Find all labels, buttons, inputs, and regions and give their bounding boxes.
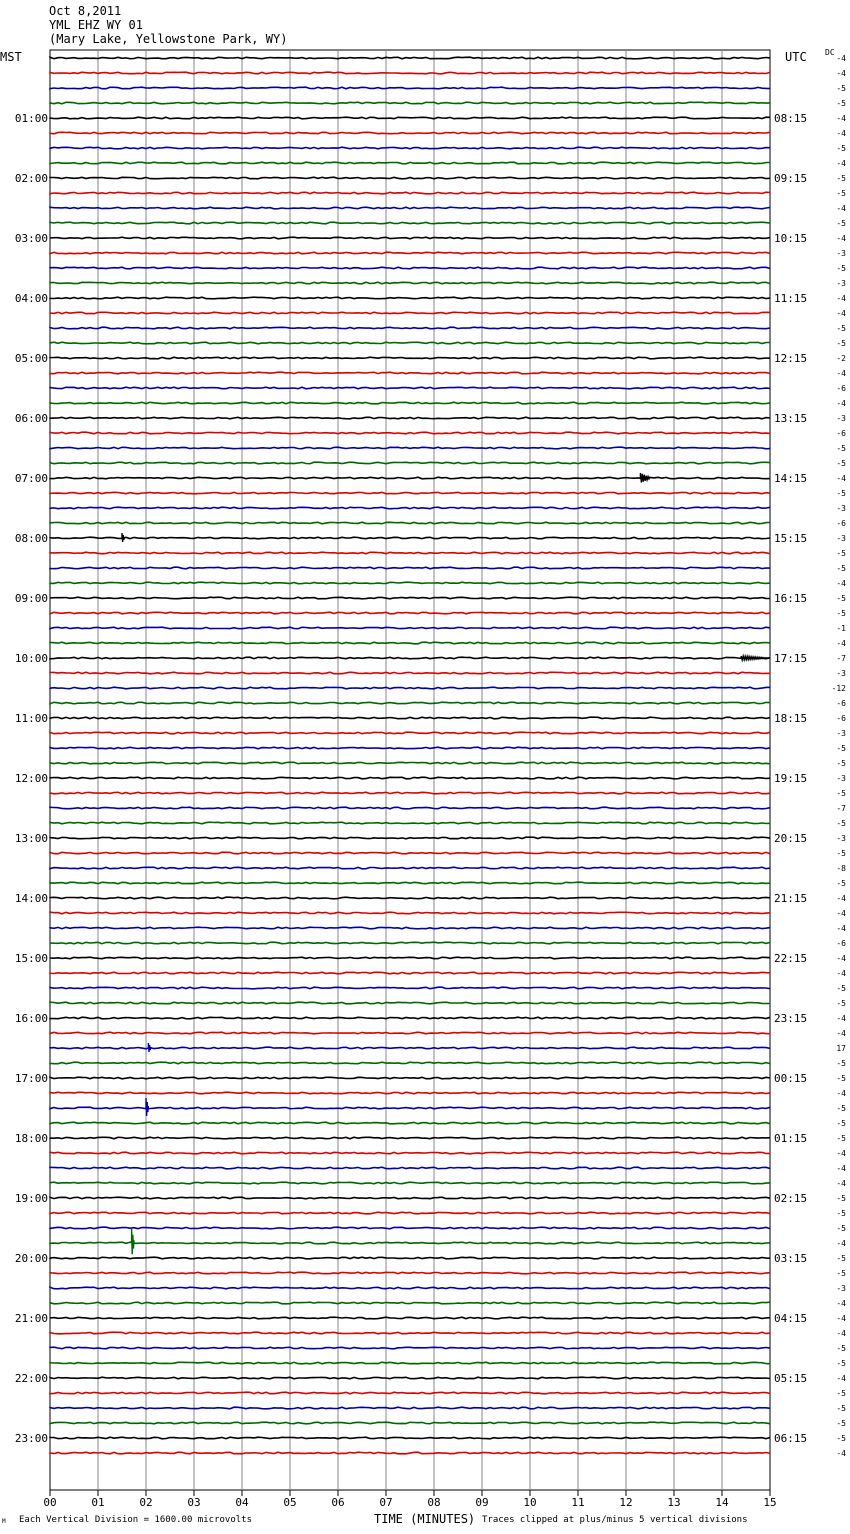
trace-row [50, 942, 770, 944]
trace-row [50, 477, 770, 479]
x-tick-label: 07 [379, 1496, 393, 1509]
dc-offset-label: -5 [836, 1224, 846, 1233]
utc-hour-label: 19:15 [774, 772, 808, 785]
dc-offset-label: -5 [836, 1404, 846, 1413]
dc-offset-label: -3 [836, 669, 846, 678]
trace-row [50, 1302, 770, 1304]
plot-date: Oct 8,2011 [49, 4, 122, 18]
trace-row [50, 912, 770, 914]
dc-offset-label: -3 [836, 774, 846, 783]
utc-hour-label: 20:15 [774, 832, 808, 845]
dc-offset-label: -7 [836, 804, 846, 813]
trace-row [50, 267, 770, 269]
x-tick-label: 08 [427, 1496, 441, 1509]
dc-offset-label: -4 [836, 474, 846, 483]
trace-row [50, 447, 770, 449]
seismic-event [122, 533, 124, 542]
dc-offset-label: -8 [836, 864, 846, 873]
dc-offset-label: -4 [836, 234, 846, 243]
dc-offset-label: -3 [836, 834, 846, 843]
dc-offset-label: -5 [836, 444, 846, 453]
trace-row [50, 1167, 770, 1169]
dc-offset-label: -4 [836, 1449, 846, 1458]
utc-hour-label: 10:15 [774, 232, 808, 245]
dc-offset-label: -5 [836, 1209, 846, 1218]
dc-offset-label: -7 [836, 654, 846, 663]
trace-row [50, 1152, 770, 1154]
x-axis-title: TIME (MINUTES) [374, 1512, 476, 1526]
trace-row [50, 1047, 770, 1049]
dc-offset-label: -5 [836, 84, 846, 93]
station-location: (Mary Lake, Yellowstone Park, WY) [49, 32, 288, 46]
mst-hour-label: 23:00 [14, 1432, 48, 1445]
utc-hour-label: 18:15 [774, 712, 808, 725]
trace-row [50, 792, 770, 794]
utc-hour-label: 23:15 [774, 1012, 808, 1025]
trace-row [50, 87, 770, 89]
trace-row [50, 957, 770, 959]
mst-hour-label: 07:00 [14, 472, 48, 485]
trace-row [50, 417, 770, 419]
dc-offset-label: -3 [836, 504, 846, 513]
dc-offset-label: -5 [836, 819, 846, 828]
dc-offset-label: -4 [836, 954, 846, 963]
trace-row [50, 1437, 770, 1439]
dc-offset-label: -5 [836, 879, 846, 888]
trace-row [50, 1062, 770, 1064]
dc-offset-label: -4 [836, 1329, 846, 1338]
trace-row [50, 282, 770, 284]
utc-hour-label: 15:15 [774, 532, 808, 545]
trace-row [50, 807, 770, 809]
dc-offset-label: -3 [836, 534, 846, 543]
trace-row [50, 627, 770, 629]
trace-row [50, 567, 770, 569]
dc-offset-label: -4 [836, 969, 846, 978]
dc-offset-label: -4 [836, 159, 846, 168]
trace-row [50, 57, 770, 59]
trace-row [50, 1362, 770, 1364]
trace-row [50, 1242, 770, 1244]
x-tick-label: 04 [235, 1496, 249, 1509]
dc-offset-label: -5 [836, 744, 846, 753]
dc-offset-label: -4 [836, 1299, 846, 1308]
mst-hour-label: 22:00 [14, 1372, 48, 1385]
utc-hour-label: 16:15 [774, 592, 808, 605]
trace-row [50, 147, 770, 149]
mst-hour-label: 11:00 [14, 712, 48, 725]
mst-hour-label: 01:00 [14, 112, 48, 125]
mst-hour-label: 03:00 [14, 232, 48, 245]
trace-row [50, 537, 770, 539]
dc-offset-label: -5 [836, 1419, 846, 1428]
dc-offset-label: -5 [836, 144, 846, 153]
trace-row [50, 102, 770, 104]
trace-row [50, 552, 770, 554]
trace-row [50, 1347, 770, 1349]
dc-offset-label: -5 [836, 594, 846, 603]
dc-offset-label: -3 [836, 729, 846, 738]
dc-offset-label: -6 [836, 384, 846, 393]
utc-hour-label: 01:15 [774, 1132, 808, 1145]
dc-offset-label: -5 [836, 1389, 846, 1398]
utc-hour-label: 09:15 [774, 172, 808, 185]
dc-offset-label: -3 [836, 1284, 846, 1293]
trace-row [50, 1332, 770, 1334]
utc-hour-label: 03:15 [774, 1252, 808, 1265]
dc-offset-label: -5 [836, 189, 846, 198]
station-code: YML EHZ WY 01 [49, 18, 143, 32]
trace-row [50, 822, 770, 824]
utc-hour-label: 13:15 [774, 412, 808, 425]
utc-hour-label: 06:15 [774, 1432, 808, 1445]
trace-row [50, 192, 770, 194]
dc-offset-label: -4 [836, 1014, 846, 1023]
trace-row [50, 972, 770, 974]
right-timezone: UTC [785, 50, 807, 64]
dc-offset-label: -12 [831, 684, 846, 693]
mst-hour-label: 04:00 [14, 292, 48, 305]
mst-hour-label: 02:00 [14, 172, 48, 185]
x-tick-label: 01 [91, 1496, 105, 1509]
dc-offset-label: -4 [836, 1149, 846, 1158]
utc-hour-label: 00:15 [774, 1072, 808, 1085]
trace-row [50, 387, 770, 389]
dc-offset-label: -5 [836, 264, 846, 273]
seismic-event [146, 1098, 148, 1116]
trace-row [50, 117, 770, 119]
dc-offset-label: -5 [836, 489, 846, 498]
trace-row [50, 507, 770, 509]
trace-row [50, 342, 770, 344]
utc-hour-label: 17:15 [774, 652, 808, 665]
dc-offset-label: -4 [836, 399, 846, 408]
dc-offset-label: -5 [836, 99, 846, 108]
dc-offset-label: -5 [836, 549, 846, 558]
trace-row [50, 867, 770, 869]
x-tick-label: 03 [187, 1496, 201, 1509]
dc-offset-label: -4 [836, 894, 846, 903]
trace-row [50, 1122, 770, 1124]
trace-row [50, 1002, 770, 1004]
dc-offset-label: -5 [836, 324, 846, 333]
dc-offset-label: -5 [836, 1074, 846, 1083]
mst-hour-label: 17:00 [14, 1072, 48, 1085]
mst-hour-label: 18:00 [14, 1132, 48, 1145]
dc-offset-label: -6 [836, 699, 846, 708]
dc-offset-label: -5 [836, 339, 846, 348]
dc-offset-label: -4 [836, 69, 846, 78]
trace-row [50, 312, 770, 314]
dc-offset-label: -4 [836, 114, 846, 123]
dc-offset-label: -4 [836, 909, 846, 918]
dc-offset-label: -4 [836, 1239, 846, 1248]
trace-row [50, 1287, 770, 1289]
dc-offset-label: -5 [836, 1344, 846, 1353]
trace-row [50, 1032, 770, 1034]
trace-row [50, 837, 770, 839]
scale-note: Each Vertical Division = 1600.00 microvolts [19, 1515, 252, 1525]
dc-offset-label: -4 [836, 369, 846, 378]
dc-offset-label: -5 [836, 219, 846, 228]
dc-offset-label: -5 [836, 1194, 846, 1203]
x-tick-label: 11 [571, 1496, 585, 1509]
dc-offset-label: -5 [836, 1119, 846, 1128]
utc-hour-label: 21:15 [774, 892, 808, 905]
dc-offset-label: -5 [836, 1134, 846, 1143]
dc-offset-label: -5 [836, 609, 846, 618]
trace-row [50, 327, 770, 329]
trace-row [50, 747, 770, 749]
trace-row [50, 882, 770, 884]
dc-offset-label: -4 [836, 1374, 846, 1383]
dc-offset-label: -5 [836, 1269, 846, 1278]
mst-hour-label: 19:00 [14, 1192, 48, 1205]
trace-row [50, 1452, 770, 1454]
utc-hour-label: 02:15 [774, 1192, 808, 1205]
trace-row [50, 72, 770, 74]
dc-offset-label: -4 [836, 294, 846, 303]
trace-row [50, 522, 770, 524]
trace-row [50, 1077, 770, 1079]
trace-row [50, 132, 770, 134]
trace-row [50, 1182, 770, 1184]
dc-offset-label: -5 [836, 999, 846, 1008]
left-timezone: MST [0, 50, 22, 64]
trace-row [50, 462, 770, 464]
trace-row [50, 1392, 770, 1394]
trace-row [50, 402, 770, 404]
trace-row [50, 222, 770, 224]
trace-row [50, 732, 770, 734]
trace-row [50, 357, 770, 359]
dc-offset-label: -4 [836, 1089, 846, 1098]
mst-hour-label: 12:00 [14, 772, 48, 785]
mst-hour-label: 16:00 [14, 1012, 48, 1025]
mst-hour-label: 09:00 [14, 592, 48, 605]
x-tick-label: 12 [619, 1496, 633, 1509]
trace-row [50, 1272, 770, 1274]
dc-offset-label: -5 [836, 1059, 846, 1068]
dc-offset-label: -5 [836, 1434, 846, 1443]
dc-offset-label: -2 [836, 354, 846, 363]
trace-row [50, 237, 770, 239]
dc-offset-label: -4 [836, 54, 846, 63]
dc-offset-label: -4 [836, 579, 846, 588]
trace-row [50, 777, 770, 779]
trace-row [50, 672, 770, 674]
mst-hour-label: 15:00 [14, 952, 48, 965]
trace-row [50, 582, 770, 584]
trace-row [50, 207, 770, 209]
trace-row [50, 657, 770, 659]
trace-row [50, 1017, 770, 1019]
trace-row [50, 597, 770, 599]
trace-row [50, 297, 770, 299]
mst-hour-label: 21:00 [14, 1312, 48, 1325]
trace-row [50, 1377, 770, 1379]
x-tick-label: 14 [715, 1496, 729, 1509]
trace-row [50, 897, 770, 899]
trace-row [50, 852, 770, 854]
utc-hour-label: 22:15 [774, 952, 808, 965]
dc-offset-label: -4 [836, 1179, 846, 1188]
dc-offset-label: -4 [836, 204, 846, 213]
trace-row [50, 642, 770, 644]
trace-row [50, 762, 770, 764]
dc-offset-label: -4 [836, 309, 846, 318]
seismic-event [640, 473, 650, 483]
trace-row [50, 432, 770, 434]
trace-row [50, 177, 770, 179]
trace-row [50, 1107, 770, 1109]
dc-offset-label: -6 [836, 714, 846, 723]
trace-row [50, 162, 770, 164]
dc-offset-label: -3 [836, 414, 846, 423]
dc-offset-label: -5 [836, 459, 846, 468]
dc-offset-label: -5 [836, 759, 846, 768]
trace-row [50, 1257, 770, 1259]
trace-row [50, 1212, 770, 1214]
mst-hour-label: 06:00 [14, 412, 48, 425]
dc-offset-label: -4 [836, 1314, 846, 1323]
clip-note: Traces clipped at plus/minus 5 vertical divisions [482, 1515, 748, 1525]
x-tick-label: 00 [43, 1496, 57, 1509]
trace-row [50, 987, 770, 989]
trace-row [50, 1092, 770, 1094]
dc-offset-label: -4 [836, 129, 846, 138]
trace-row [50, 1227, 770, 1229]
seismic-event [148, 1043, 150, 1052]
trace-row [50, 687, 770, 689]
dc-offset-label: -6 [836, 429, 846, 438]
trace-row [50, 612, 770, 614]
dc-offset-label: -4 [836, 1029, 846, 1038]
mst-hour-label: 10:00 [14, 652, 48, 665]
trace-row [50, 1407, 770, 1409]
mst-hour-label: 20:00 [14, 1252, 48, 1265]
corner-mark: M [2, 1518, 6, 1525]
trace-row [50, 1137, 770, 1139]
dc-offset-label: -4 [836, 1164, 846, 1173]
x-tick-label: 13 [667, 1496, 681, 1509]
trace-row [50, 372, 770, 374]
dc-offset-label: -6 [836, 939, 846, 948]
dc-offset-label: -5 [836, 984, 846, 993]
dc-offset-label: -5 [836, 849, 846, 858]
utc-hour-label: 05:15 [774, 1372, 808, 1385]
utc-hour-label: 11:15 [774, 292, 808, 305]
utc-hour-label: 14:15 [774, 472, 808, 485]
trace-row [50, 252, 770, 254]
dc-label: DC [825, 48, 835, 57]
x-tick-label: 10 [523, 1496, 537, 1509]
dc-offset-label: -5 [836, 1104, 846, 1113]
dc-offset-label: -4 [836, 639, 846, 648]
dc-offset-label: -6 [836, 519, 846, 528]
dc-offset-label: -4 [836, 924, 846, 933]
utc-hour-label: 08:15 [774, 112, 808, 125]
trace-row [50, 492, 770, 494]
seismic-event [132, 1229, 134, 1254]
trace-row [50, 1422, 770, 1424]
dc-offset-label: -5 [836, 174, 846, 183]
dc-offset-label: -5 [836, 1254, 846, 1263]
x-tick-label: 09 [475, 1496, 489, 1509]
mst-hour-label: 14:00 [14, 892, 48, 905]
trace-row [50, 1197, 770, 1199]
x-tick-label: 15 [763, 1496, 777, 1509]
mst-hour-label: 13:00 [14, 832, 48, 845]
dc-offset-label: -3 [836, 249, 846, 258]
x-tick-label: 02 [139, 1496, 153, 1509]
utc-hour-label: 12:15 [774, 352, 808, 365]
dc-offset-label: -5 [836, 564, 846, 573]
utc-hour-label: 04:15 [774, 1312, 808, 1325]
trace-row [50, 717, 770, 719]
trace-row [50, 702, 770, 704]
mst-hour-label: 08:00 [14, 532, 48, 545]
mst-hour-label: 05:00 [14, 352, 48, 365]
dc-offset-label: 17 [836, 1044, 846, 1053]
dc-offset-label: -3 [836, 279, 846, 288]
dc-offset-label: -5 [836, 789, 846, 798]
dc-offset-label: -5 [836, 1359, 846, 1368]
dc-offset-label: -1 [836, 624, 846, 633]
x-tick-label: 05 [283, 1496, 297, 1509]
trace-row [50, 927, 770, 929]
x-tick-label: 06 [331, 1496, 345, 1509]
trace-row [50, 1317, 770, 1319]
